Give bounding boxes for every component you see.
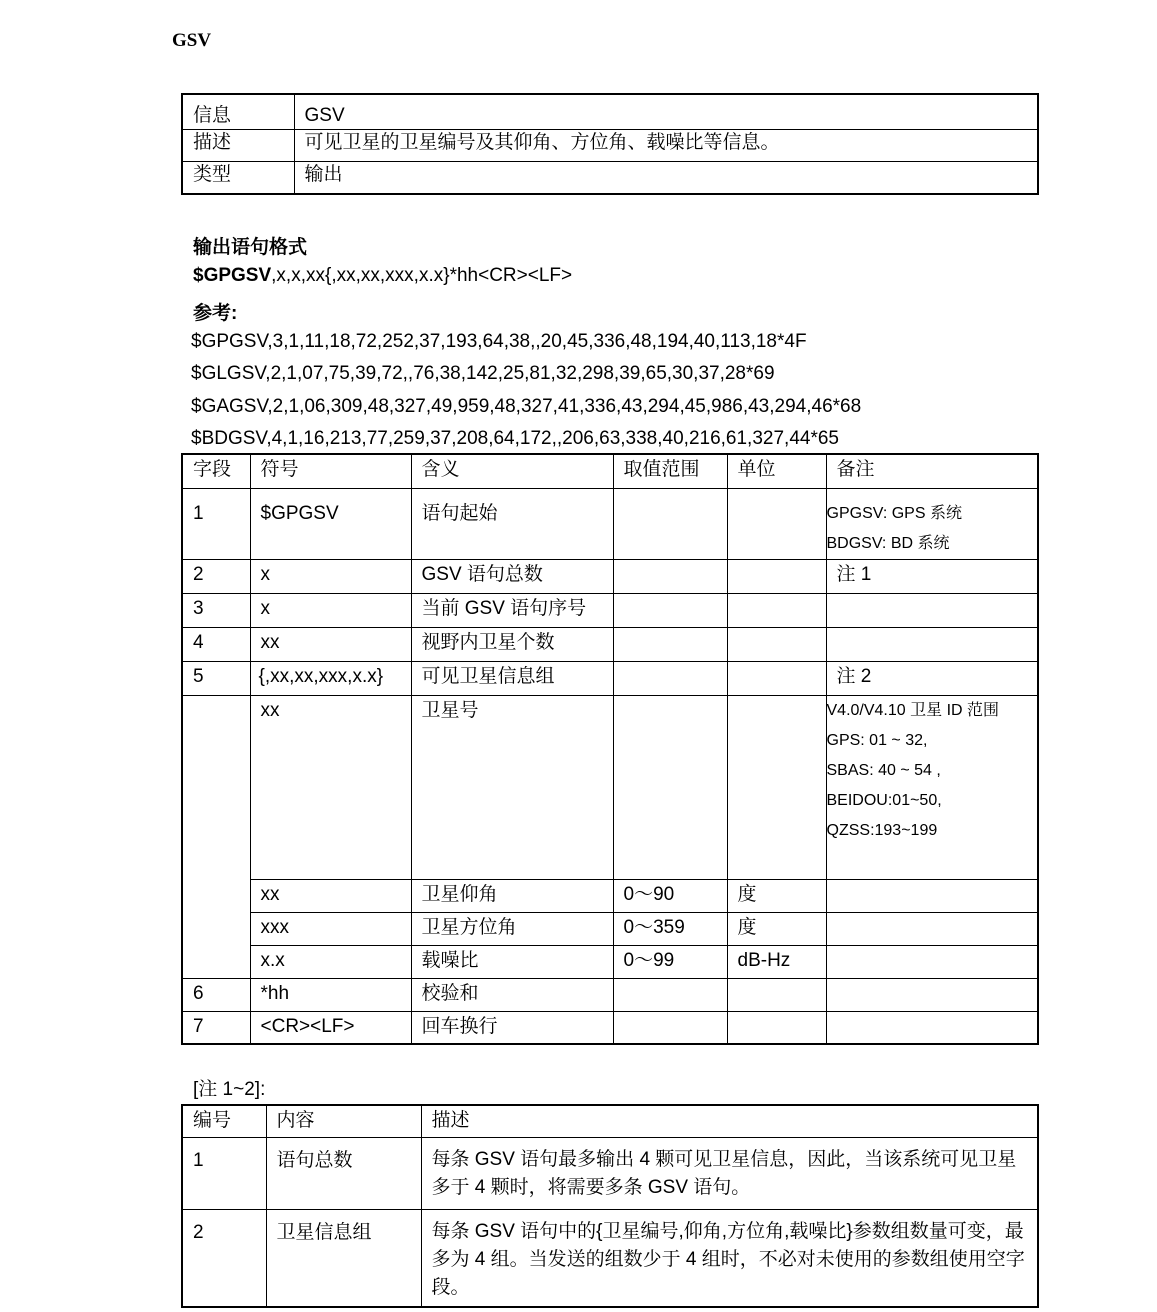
remark-cell: [826, 879, 1038, 912]
meaning-cell: 卫星号: [411, 695, 613, 879]
meaning-cell: 载噪比: [411, 945, 613, 978]
table-header-row: [182, 1105, 1038, 1137]
unit-cell: 度: [727, 912, 826, 945]
range-cell: 0～99: [613, 945, 727, 978]
remark-line: BDGSV: BD 系统: [826, 534, 950, 552]
field-cell: 2: [182, 559, 250, 593]
unit-cell: [727, 661, 826, 695]
range-cell: 0～90: [613, 879, 727, 912]
remark-cell: [826, 488, 1038, 559]
table-row: [182, 661, 1038, 695]
note-number: 2: [182, 1209, 266, 1307]
table-row: [182, 559, 1038, 593]
example-line: $GLGSV,2,1,07,75,39,72,,76,38,142,25,81,32,298,39,65,30,37,28*69: [191, 363, 775, 384]
table-row: [182, 912, 1038, 945]
remark-line: GPS: 01 ~ 32,: [826, 731, 928, 749]
unit-cell: 度: [727, 879, 826, 912]
notes-table: [181, 1104, 1039, 1308]
note-content: 卫星信息组: [266, 1209, 421, 1307]
column-header: 取值范围: [613, 454, 727, 488]
info-row: [182, 162, 1038, 194]
info-label: 类型: [182, 162, 294, 194]
remark-line: BEIDOU:01~50,: [826, 791, 942, 809]
table-row: [182, 488, 1038, 559]
info-value: GSV: [294, 94, 1038, 130]
unit-cell: [727, 695, 826, 879]
format-sentence: [193, 265, 572, 287]
column-header: 单位: [727, 454, 826, 488]
range-cell: [613, 593, 727, 627]
field-cell: 3: [182, 593, 250, 627]
field-cell: 6: [182, 978, 250, 1011]
info-row: [182, 94, 1038, 130]
table-row: [182, 978, 1038, 1011]
range-cell: [613, 559, 727, 593]
table-row: [182, 879, 1038, 912]
symbol-cell: {,xx,xx,xxx,x.x}: [250, 661, 411, 695]
field-cell: 1: [182, 488, 250, 559]
example-line: $GPGSV,3,1,11,18,72,252,37,193,64,38,,20,45,336,48,194,40,113,18*4F: [191, 331, 807, 352]
reference-label: 参考:: [193, 303, 238, 324]
table-row: [182, 695, 1038, 879]
unit-cell: [727, 559, 826, 593]
info-value: 输出: [294, 162, 1038, 194]
meaning-cell: GSV 语句总数: [411, 559, 613, 593]
sentence-id: $GPGSV: [193, 265, 272, 286]
unit-cell: [727, 488, 826, 559]
remark-cell: [826, 627, 1038, 661]
info-label: 描述: [182, 130, 294, 162]
range-cell: [613, 661, 727, 695]
table-row: [182, 593, 1038, 627]
unit-cell: [727, 1011, 826, 1044]
remark-line: SBAS: 40 ~ 54 ,: [826, 761, 941, 779]
meaning-cell: 回车换行: [411, 1011, 613, 1044]
remark-line: GPGSV: GPS 系统: [826, 504, 962, 522]
info-table: [181, 93, 1039, 195]
table-header-row: [182, 454, 1038, 488]
range-cell: [613, 627, 727, 661]
range-cell: [613, 695, 727, 879]
meaning-cell: 语句起始: [411, 488, 613, 559]
page-title: GSV: [172, 30, 212, 51]
range-cell: [613, 488, 727, 559]
example-line: $GAGSV,2,1,06,309,48,327,49,959,48,327,41,336,43,294,45,986,43,294,46*68: [191, 396, 862, 417]
symbol-cell: $GPGSV: [250, 488, 411, 559]
example-line: $BDGSV,4,1,16,213,77,259,37,208,64,172,,206,63,338,40,216,61,327,44*65: [191, 428, 839, 449]
notes-label: [注 1~2]:: [193, 1079, 266, 1100]
table-row: [182, 627, 1038, 661]
symbol-cell: xx: [250, 879, 411, 912]
field-cell: 4: [182, 627, 250, 661]
unit-cell: [727, 627, 826, 661]
range-cell: 0～359: [613, 912, 727, 945]
remark-cell: [826, 945, 1038, 978]
sentence-fields: ,x,x,xx{,xx,xx,xxx,x.x}*hh<CR><LF>: [271, 265, 573, 286]
unit-cell: [727, 978, 826, 1011]
remark-cell: 注 1: [826, 559, 1038, 593]
fields-table: [181, 453, 1039, 1045]
remark-cell: [826, 912, 1038, 945]
field-cell: [182, 695, 250, 978]
symbol-cell: xx: [250, 627, 411, 661]
info-value: 可见卫星的卫星编号及其仰角、方位角、载噪比等信息。: [294, 130, 1038, 162]
column-header: 描述: [421, 1105, 1038, 1137]
column-header: 含义: [411, 454, 613, 488]
table-row: [182, 1137, 1038, 1209]
column-header: 内容: [266, 1105, 421, 1137]
remark-cell: [826, 1011, 1038, 1044]
unit-cell: dB-Hz: [727, 945, 826, 978]
meaning-cell: 卫星方位角: [411, 912, 613, 945]
unit-cell: [727, 593, 826, 627]
range-cell: [613, 1011, 727, 1044]
remark-line: QZSS:193~199: [826, 821, 938, 839]
symbol-cell: x: [250, 593, 411, 627]
column-header: 字段: [182, 454, 250, 488]
field-cell: 7: [182, 1011, 250, 1044]
column-header: 编号: [182, 1105, 266, 1137]
symbol-cell: xx: [250, 695, 411, 879]
symbol-cell: x.x: [250, 945, 411, 978]
remark-cell: [826, 593, 1038, 627]
table-row: [182, 1209, 1038, 1307]
symbol-cell: <CR><LF>: [250, 1011, 411, 1044]
note-content: 语句总数: [266, 1137, 421, 1209]
meaning-cell: 可见卫星信息组: [411, 661, 613, 695]
note-number: 1: [182, 1137, 266, 1209]
format-heading: 输出语句格式: [193, 237, 308, 258]
info-label: 信息: [182, 94, 294, 130]
table-row: [182, 945, 1038, 978]
symbol-cell: *hh: [250, 978, 411, 1011]
remark-line: V4.0/V4.10 卫星 ID 范围: [826, 701, 1000, 719]
info-row: [182, 130, 1038, 162]
table-row: [182, 1011, 1038, 1044]
note-description: 每条 GSV 语句最多输出 4 颗可见卫星信息，因此，当该系统可见卫星多于 4 颗时，将需要多条 GSV 语句。: [421, 1137, 1038, 1209]
remark-cell: [826, 695, 1038, 879]
remark-cell: 注 2: [826, 661, 1038, 695]
field-cell: 5: [182, 661, 250, 695]
column-header: 符号: [250, 454, 411, 488]
note-description: 每条 GSV 语句中的{卫星编号,仰角,方位角,载噪比}参数组数量可变，最多为 4 组。当发送的组数少于 4 组时，不必对未使用的参数组使用空字段。: [421, 1209, 1038, 1307]
meaning-cell: 校验和: [411, 978, 613, 1011]
remark-cell: [826, 978, 1038, 1011]
symbol-cell: xxx: [250, 912, 411, 945]
symbol-cell: x: [250, 559, 411, 593]
range-cell: [613, 978, 727, 1011]
meaning-cell: 视野内卫星个数: [411, 627, 613, 661]
meaning-cell: 当前 GSV 语句序号: [411, 593, 613, 627]
meaning-cell: 卫星仰角: [411, 879, 613, 912]
column-header: 备注: [826, 454, 1038, 488]
